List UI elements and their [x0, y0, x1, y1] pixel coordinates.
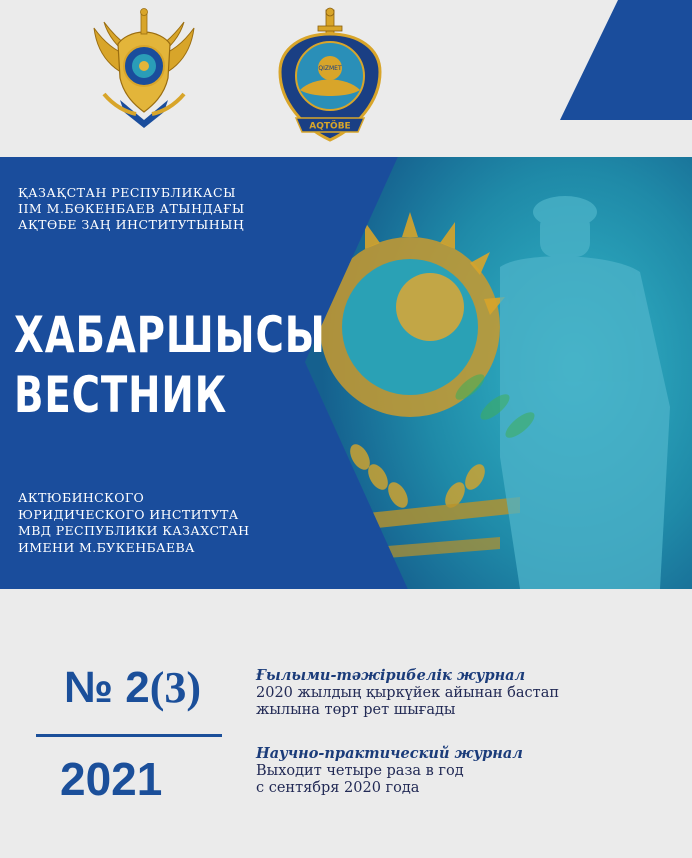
issue-number	[64, 662, 201, 713]
description-ru	[256, 745, 523, 798]
institute-emblem-icon	[274, 6, 386, 146]
title-kz: ХАБАРШЫСЫ	[14, 306, 326, 364]
description-kz	[256, 667, 559, 720]
description-ru-line: Выходит четыре раза в год	[256, 762, 464, 779]
emblem-bottom-label: AQTÖBE	[309, 121, 351, 132]
cover-band	[0, 157, 692, 589]
divider	[36, 734, 222, 737]
description-ru-heading: Научно-практический журнал	[256, 745, 523, 762]
emblem-inner-label: QIZMET	[318, 65, 342, 72]
description-kz-heading: Ғылыми-тәжірибелік журнал	[256, 667, 526, 684]
issue-sequence: (3)	[149, 663, 202, 712]
header-ru-line: ЮРИДИЧЕСКОГО ИНСТИТУТА	[18, 506, 239, 522]
header-kz-line: ҚАЗАҚСТАН РЕСПУБЛИКАСЫ	[18, 185, 236, 200]
description-ru-line: с сентября 2020 года	[256, 780, 420, 796]
header-kz-line: АҚТӨБЕ ЗАҢ ИНСТИТУТЫНЫҢ	[18, 217, 245, 232]
header-kz	[18, 185, 245, 233]
description-kz-line: жылына төрт рет шығады	[256, 702, 456, 718]
issue-prefix: № 2	[64, 663, 150, 712]
title-ru: ВЕСТНИК	[14, 366, 228, 424]
header-ru-line: ИМЕНИ М.БУКЕНБАЕВА	[18, 539, 195, 555]
issue-year: 2021	[60, 753, 163, 805]
journal-title	[14, 305, 326, 425]
police-emblem-icon	[90, 8, 198, 130]
header-ru	[18, 490, 249, 556]
description-kz-line: 2020 жылдың қыркүйек айынан бастап	[256, 684, 560, 701]
header-kz-line: ІІМ М.БӨКЕНБАЕВ АТЫНДАҒЫ	[18, 201, 245, 216]
header-ru-line: МВД РЕСПУБЛИКИ КАЗАХСТАН	[18, 523, 250, 538]
header-ru-line: АКТЮБИНСКОГО	[18, 490, 145, 505]
